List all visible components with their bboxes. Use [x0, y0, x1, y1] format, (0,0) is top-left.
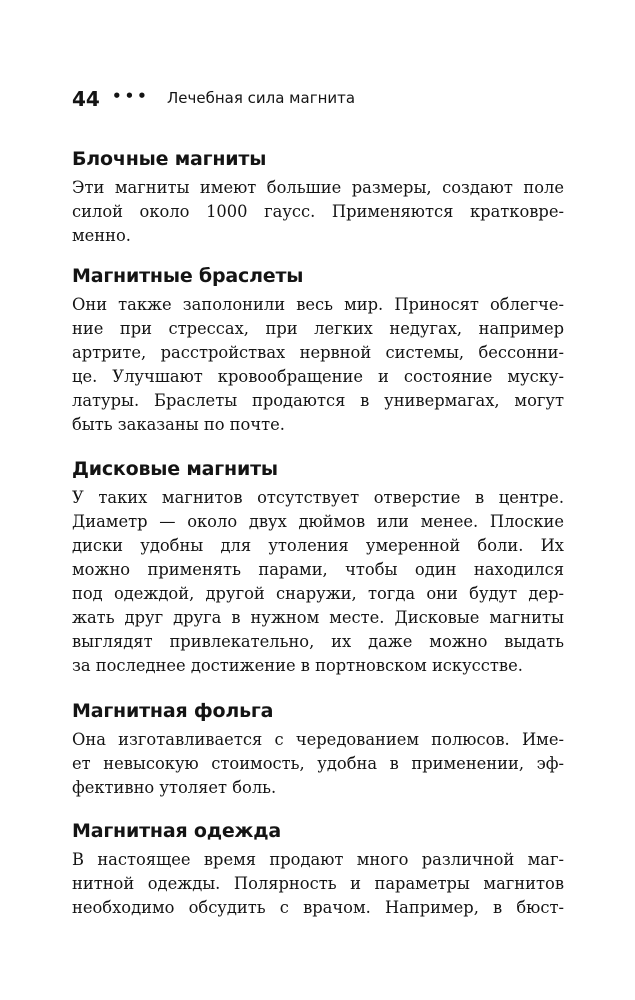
section-paragraph: [72, 176, 564, 248]
section-paragraph: [72, 293, 564, 437]
header-dots: •••: [112, 87, 150, 105]
text-line: силой около 1000 гаусс. Применяются кратковре-: [72, 202, 564, 221]
text-line: ние при стрессах, при легких недугах, например: [72, 319, 564, 338]
section-heading: Дисковые магниты: [72, 458, 278, 480]
section-heading: Магнитные браслеты: [72, 265, 304, 287]
running-header: [72, 87, 564, 111]
section-heading: Магнитная одежда: [72, 820, 282, 842]
section-paragraph: [72, 486, 564, 678]
text-line: за последнее достижение в портновском искусстве.: [72, 656, 523, 675]
text-line: Они также заполонили весь мир. Приносят облегче-: [72, 295, 564, 314]
text-line: латуры. Браслеты продаются в универмагах, могут: [72, 391, 564, 410]
section-disc-magnets: [72, 454, 564, 678]
text-line: жать друг друга в нужном месте. Дисковые магниты: [72, 608, 564, 627]
running-title: Лечебная сила магнита: [167, 89, 356, 107]
text-line: В настоящее время продают много различной маг-: [72, 850, 564, 869]
text-line: У таких магнитов отсутствует отверстие в центре.: [72, 488, 564, 507]
text-line: Диаметр — около двух дюймов или менее. Плоские: [72, 512, 564, 531]
text-line: це. Улучшают кровообращение и состояние муску-: [72, 367, 564, 386]
page-number: 44: [72, 87, 100, 111]
text-line: фективно утоляет боль.: [72, 778, 277, 797]
text-line: быть заказаны по почте.: [72, 415, 285, 434]
book-page: [72, 0, 564, 1000]
text-line: ет невысокую стоимость, удобна в применении, эф-: [72, 754, 564, 773]
section-heading: Блочные магниты: [72, 148, 267, 170]
section-magnetic-foil: [72, 696, 564, 800]
section-magnetic-clothing: [72, 816, 564, 920]
section-heading: Магнитная фольга: [72, 700, 274, 722]
section-block-magnets: [72, 144, 564, 248]
text-line: можно применять парами, чтобы один находился: [72, 560, 564, 579]
text-line: под одеждой, другой снаружи, тогда они будут дер-: [72, 584, 564, 603]
section-paragraph: [72, 728, 564, 800]
text-line: артрите, расстройствах нервной системы, бессонни-: [72, 343, 564, 362]
section-magnetic-bracelets: [72, 261, 564, 437]
text-line: менно.: [72, 226, 131, 245]
text-line: Она изготавливается с чередованием полюсов. Име-: [72, 730, 564, 749]
text-line: выглядят привлекательно, их даже можно выдать: [72, 632, 564, 651]
text-line: необходимо обсудить с врачом. Например, в бюст-: [72, 898, 564, 917]
text-line: Эти магниты имеют большие размеры, создают поле: [72, 178, 564, 197]
section-paragraph: [72, 848, 564, 920]
text-line: диски удобны для утоления умеренной боли. Их: [72, 536, 564, 555]
text-line: нитной одежды. Полярность и параметры магнитов: [72, 874, 564, 893]
